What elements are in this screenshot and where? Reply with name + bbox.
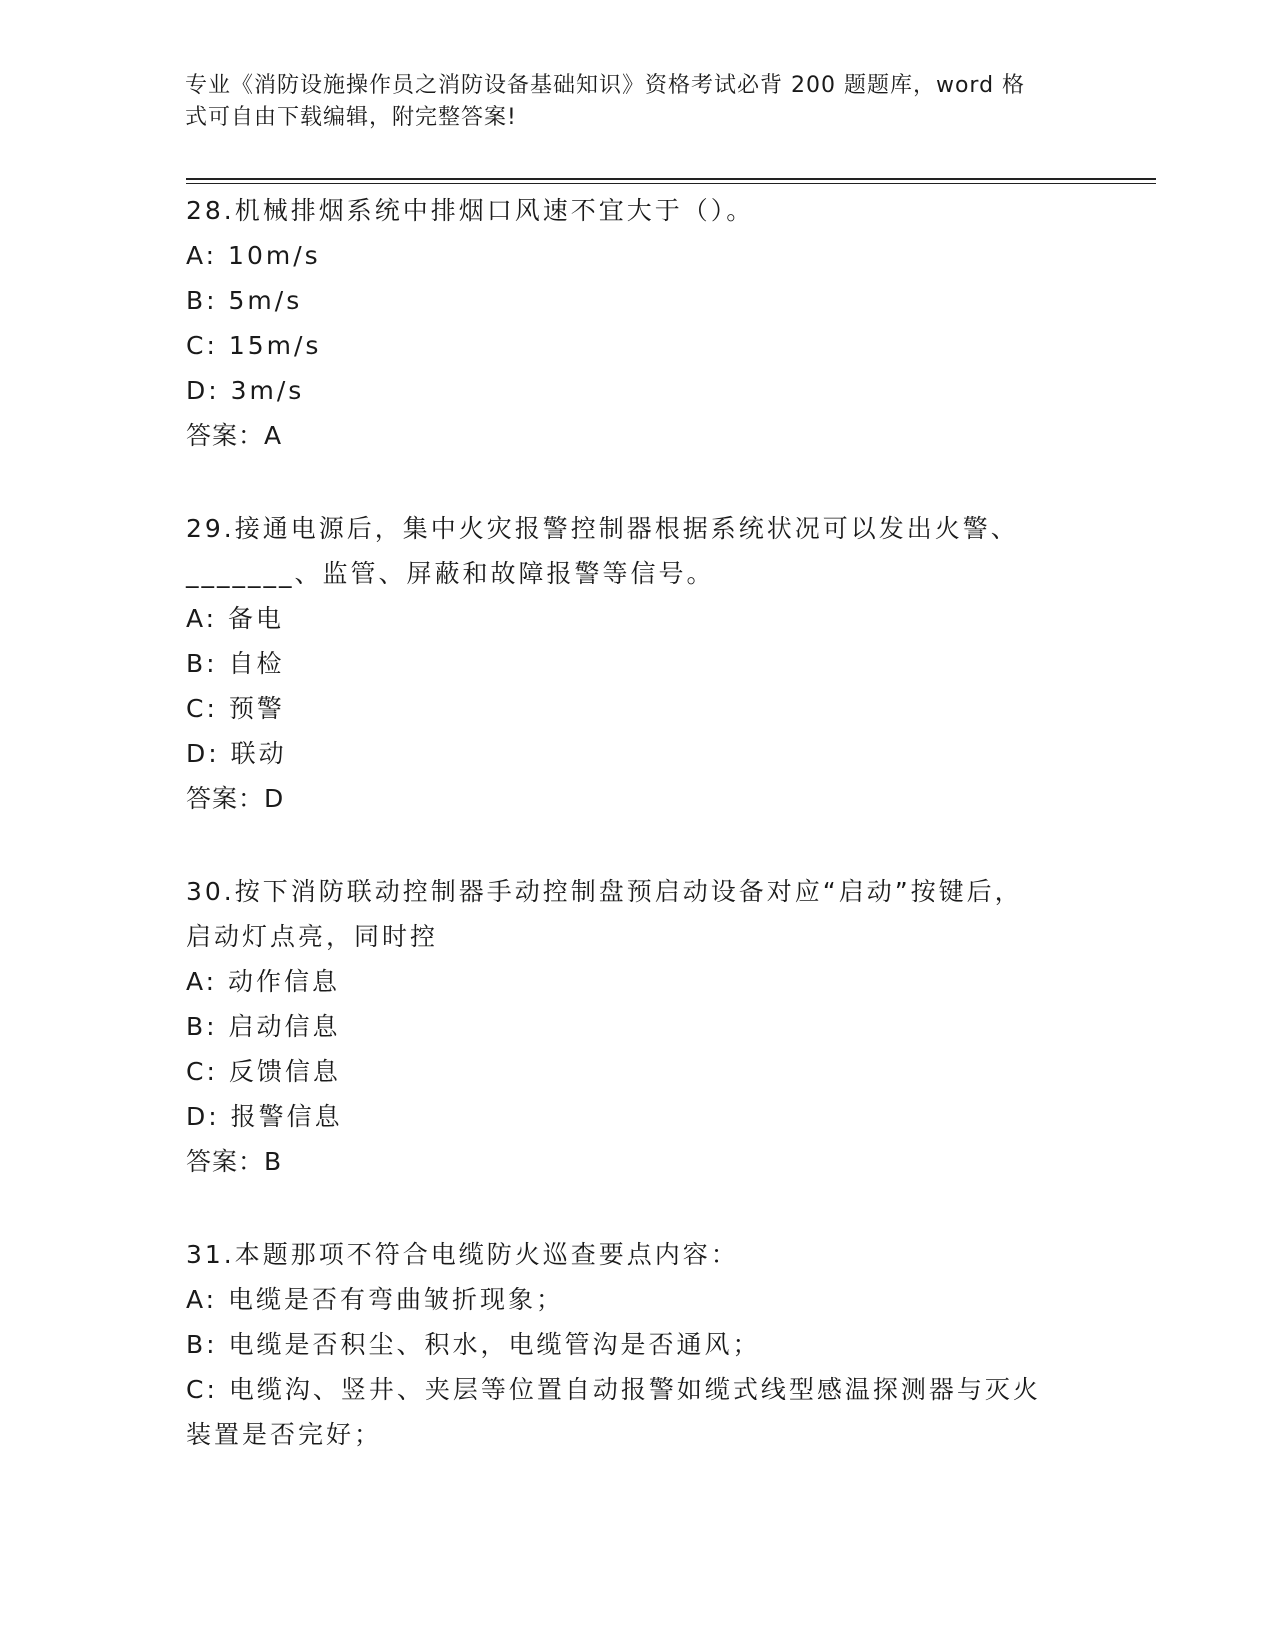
option-a: A: 10m/s: [186, 241, 321, 270]
option-c-continued: 装置是否完好；: [186, 1420, 383, 1449]
header-divider-thick: [186, 178, 1156, 180]
question-stem-continued: 启动灯点亮，同时控: [186, 922, 439, 951]
answer: 答案：B: [186, 1147, 283, 1176]
question-list: [186, 188, 1086, 1505]
option-b: B: 电缆是否积尘、积水，电缆管沟是否通风；: [186, 1330, 761, 1359]
question-stem: 30.按下消防联动控制器手动控制盘预启动设备对应“启动”按键后，: [186, 877, 1023, 906]
header-line-1: 专业《消防设施操作员之消防设备基础知识》资格考试必背 200 题题库，word 格: [185, 73, 1026, 98]
document-header: [185, 70, 1065, 134]
question-28: [186, 188, 1086, 458]
option-a: A: 动作信息: [186, 967, 341, 996]
header-divider-thin: [186, 183, 1156, 184]
answer: 答案：A: [186, 421, 283, 450]
question-stem: 31.本题那项不符合电缆防火巡查要点内容：: [186, 1240, 739, 1269]
header-line-2: 式可自由下载编辑，附完整答案!: [185, 105, 517, 130]
answer: 答案：D: [186, 784, 285, 813]
option-a: A: 备电: [186, 604, 285, 633]
option-d: D: 报警信息: [186, 1102, 343, 1131]
question-stem: 28.机械排烟系统中排烟口风速不宜大于（）。: [186, 196, 755, 225]
option-c: C: 反馈信息: [186, 1057, 341, 1086]
option-d: D: 联动: [186, 739, 287, 768]
question-stem-continued: _______、监管、屏蔽和故障报警等信号。: [186, 559, 715, 588]
option-a: A: 电缆是否有弯曲皱折现象；: [186, 1285, 565, 1314]
option-c: C: 电缆沟、竖井、夹层等位置自动报警如缆式线型感温探测器与灭火: [186, 1375, 1041, 1404]
option-b: B: 自检: [186, 649, 285, 678]
question-stem: 29.接通电源后，集中火灾报警控制器根据系统状况可以发出火警、: [186, 514, 1019, 543]
option-c: C: 预警: [186, 694, 285, 723]
question-30: [186, 869, 1086, 1184]
option-b: B: 启动信息: [186, 1012, 341, 1041]
option-d: D: 3m/s: [186, 376, 305, 405]
option-b: B: 5m/s: [186, 286, 303, 315]
question-31: [186, 1232, 1086, 1457]
option-c: C: 15m/s: [186, 331, 322, 360]
question-29: [186, 506, 1086, 821]
